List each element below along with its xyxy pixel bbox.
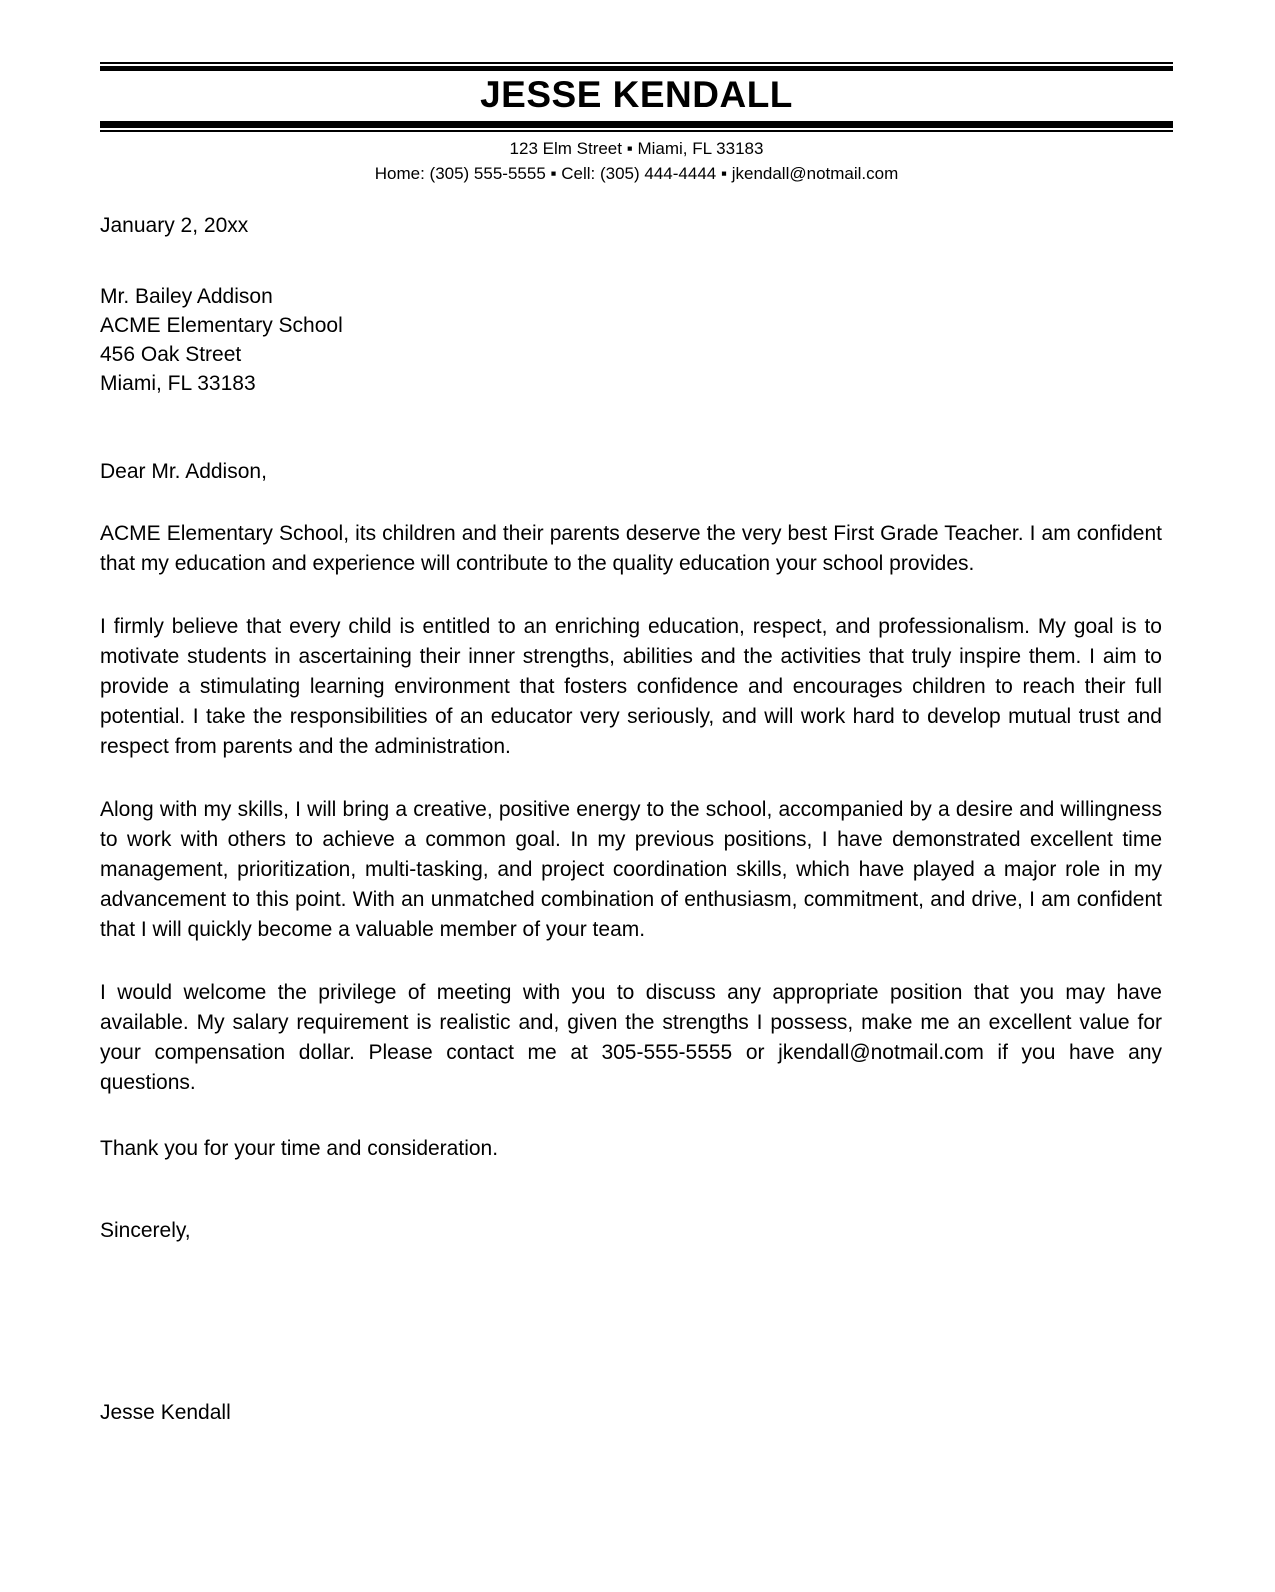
letter-date: January 2, 20xx bbox=[100, 214, 249, 237]
letterhead-bottom-rule bbox=[100, 121, 1173, 132]
recipient-name: Mr. Bailey Addison bbox=[100, 285, 273, 308]
body-paragraph-3: Along with my skills, I will bring a creative, positive energy to the school, accompanied by a desire and willingness to work with others to achieve a common goal. In my previous positions, I have demonstrated excellent time management, prioritization, multi-tasking, and project coordination skills, which have played a major role in my advancement to this point. With an unmatched combination of enthusiasm, commitment, and drive, I am confident that I will quickly become a valuable member of your team. bbox=[100, 798, 1162, 941]
recipient-organization: ACME Elementary School bbox=[100, 314, 343, 337]
letter-body bbox=[100, 212, 1162, 1428]
contact-block bbox=[100, 132, 1173, 186]
page-title: JESSE KENDALL bbox=[480, 74, 793, 115]
body-paragraph-2: I firmly believe that every child is entitled to an enriching education, respect, and professionalism. My goal is to motivate students in ascertaining their inner strengths, abilities and the activities that truly inspire them. I aim to provide a stimulating learning environment that fosters confidence and encourages children to reach their full potential. I take the responsibilities of an educator very seriously, and will work hard to develop mutual trust and respect from parents and the administration. bbox=[100, 615, 1162, 758]
closing-salutation: Sincerely, bbox=[100, 1219, 191, 1242]
thank-you-line: Thank you for your time and consideration. bbox=[100, 1137, 499, 1160]
recipient-address-block bbox=[100, 282, 1162, 398]
body-paragraph-1: ACME Elementary School, its children and their parents deserve the very best First Grade Teacher. I am confident that my education and experience will contribute to the quality education your school provides. bbox=[100, 522, 1162, 575]
contact-phone-email-line: Home: (305) 555-5555 ▪ Cell: (305) 444-4444 ▪ jkendall@notmail.com bbox=[374, 164, 899, 183]
letterhead bbox=[100, 62, 1173, 186]
signature-name: Jesse Kendall bbox=[100, 1401, 231, 1424]
recipient-city-state-zip: Miami, FL 33183 bbox=[100, 372, 256, 395]
salutation: Dear Mr. Addison, bbox=[100, 460, 267, 483]
letterhead-name-band bbox=[100, 71, 1173, 121]
letterhead-top-rule bbox=[100, 62, 1173, 71]
contact-address-line: 123 Elm Street ▪ Miami, FL 33183 bbox=[509, 139, 764, 158]
body-paragraph-4: I would welcome the privilege of meeting with you to discuss any appropriate position that you may have available. My salary requirement is realistic and, given the strengths I possess, make me an excellent value for your compensation dollar. Please contact me at 305-555-5555 or jkendall@notmail.com if you have any questions. bbox=[100, 981, 1162, 1094]
recipient-street: 456 Oak Street bbox=[100, 343, 242, 366]
